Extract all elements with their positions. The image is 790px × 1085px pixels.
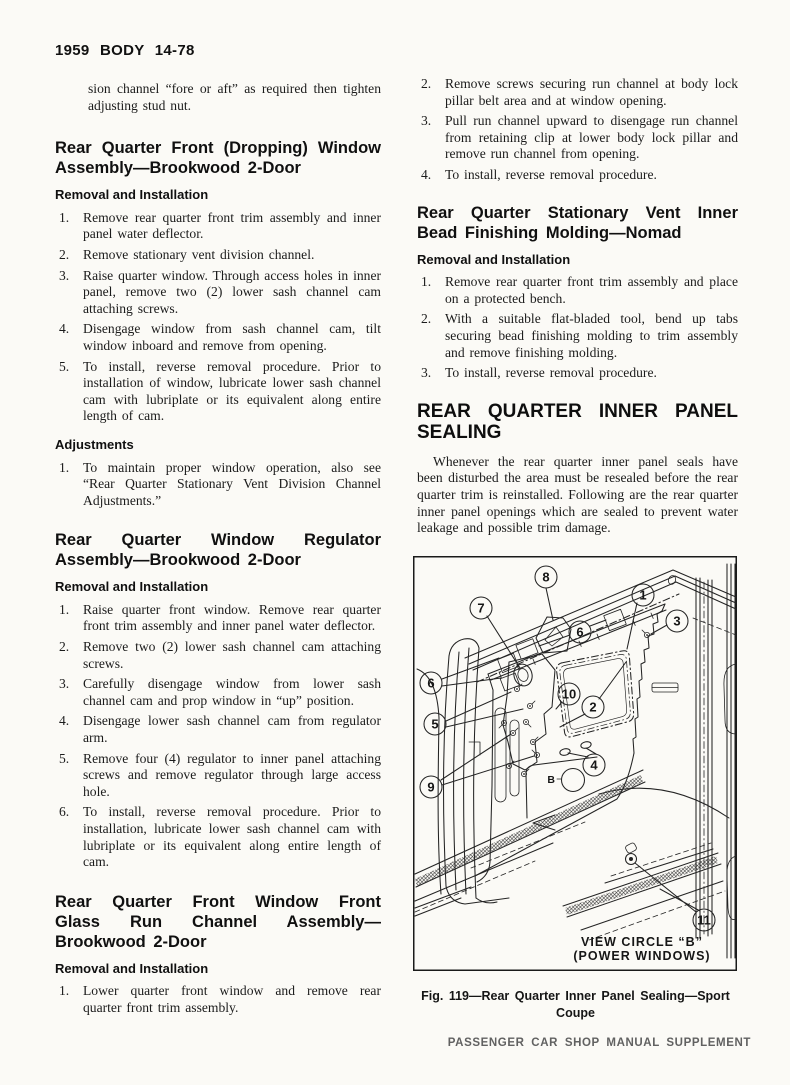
step-text: Remove stationary vent division channel. [83, 246, 315, 262]
step-number: 5. [59, 750, 70, 766]
svg-text:11: 11 [697, 912, 711, 928]
left-column [55, 81, 381, 1021]
step-item [55, 247, 381, 264]
callout-6-left [420, 672, 442, 694]
svg-text:6: 6 [427, 675, 435, 691]
step-item [55, 639, 381, 672]
step-number: 1. [59, 601, 70, 617]
step-text: Remove screws securing run channel at body lock pillar belt area and at window opening. [445, 76, 738, 108]
svg-text:VIEW CIRCLE “B”: VIEW CIRCLE “B” [581, 934, 703, 949]
step-text: To maintain proper window operation, also see “Rear Quarter Stationary Vent Division Channel Adjustments.” [83, 459, 381, 508]
step-text: Raise quarter window. Through access holes in inner panel, remove two (2) lower sash channel cam attaching screws. [83, 267, 381, 316]
step-number: 3. [421, 365, 432, 381]
svg-text:7: 7 [477, 600, 485, 616]
callout-8 [535, 566, 557, 588]
step-number: 4. [421, 166, 432, 182]
circle-b-label: B [547, 773, 555, 786]
subheading-removal-installation: Removal and Installation [55, 579, 209, 595]
step-item [55, 210, 381, 243]
step-number: 3. [421, 113, 432, 129]
subheading-adjustments: Adjustments [55, 436, 134, 452]
figure-caption: Fig. 119—Rear Quarter Inner Panel Sealing—Sport Coupe [421, 989, 730, 1020]
step-item [55, 751, 381, 801]
callout-9 [420, 776, 442, 798]
intro-paragraph: sion channel “fore or aft” as required then tighten adjusting stud nut. [88, 81, 381, 113]
step-number: 5. [59, 358, 70, 374]
step-text: Disengage window from sash channel cam, tilt window inboard and remove from opening. [83, 321, 381, 353]
step-number: 6. [59, 804, 70, 820]
svg-text:9: 9 [427, 779, 435, 795]
svg-text:8: 8 [542, 569, 550, 585]
callout-7 [470, 597, 492, 619]
step-item [55, 268, 381, 318]
step-text: Remove four (4) regulator to inner panel attaching screws and remove regulator through large access hole. [83, 750, 381, 799]
roof-rail-lines [465, 570, 736, 682]
callout-4 [583, 754, 605, 776]
figure-119 [413, 556, 738, 1022]
step-text: To install, reverse removal procedure. [445, 166, 657, 182]
step-item [55, 713, 381, 746]
section-heading-window-regulator: Rear Quarter Window Regulator Assembly—Brookwood 2-Door [55, 531, 381, 570]
step-text: Remove rear quarter front trim assembly and inner panel water deflector. [83, 209, 381, 242]
svg-text:6: 6 [576, 624, 584, 640]
callout-5 [424, 713, 446, 735]
svg-text:4: 4 [590, 757, 598, 773]
step-list [55, 602, 381, 871]
sealing-paragraph: Whenever the rear quarter inner panel seals have been disturbed the area must be resealed before the rear quarter trim is reinstalled. Following are the rear quarter inner panel openings which are sealed to prevent water leakage and possible trim damage. [417, 453, 738, 536]
vent-hole-seals [498, 609, 627, 691]
panel-slots [495, 708, 519, 802]
right-column [417, 76, 738, 1021]
step-item [417, 311, 738, 361]
figure-119-drawing [413, 556, 737, 971]
step-number: 2. [421, 76, 432, 91]
step-item [55, 602, 381, 635]
callout-3 [666, 610, 688, 632]
step-list [417, 76, 738, 184]
step-text: Raise quarter front window. Remove rear quarter front trim assembly and inner panel water deflector. [83, 601, 381, 634]
circle-b-marker [547, 768, 584, 791]
section-heading-dropping-window: Rear Quarter Front (Dropping) Window Assembly—Brookwood 2-Door [55, 139, 381, 178]
step-item [417, 113, 738, 163]
step-number: 2. [421, 311, 432, 327]
step-item [417, 167, 738, 184]
step-text: Remove rear quarter front trim assembly and place on a protected bench. [445, 274, 738, 306]
step-text: To install, reverse removal procedure. Prior to installation of window, lubricate lower sash channel cam with lubriplate or its equivalent along entire length of cam. [83, 358, 381, 424]
subheading-removal-installation: Removal and Installation [417, 251, 571, 267]
step-number: 1. [421, 274, 432, 290]
step-text: Disengage lower sash channel cam from regulator arm. [83, 713, 381, 746]
page-footer: PASSENGER CAR SHOP MANUAL SUPPLEMENT [447, 1037, 751, 1049]
callout-6-right [569, 621, 591, 643]
step-item [55, 983, 381, 1016]
section-heading-glass-run-channel: Rear Quarter Front Window Front Glass Run Channel Assembly—Brookwood 2-Door [55, 892, 381, 951]
step-text: With a suitable flat-bladed tool, bend up tabs securing bead finishing molding to trim assembly and remove finishing molding. [445, 311, 738, 360]
step-number: 3. [59, 676, 70, 692]
step-text: To install, reverse removal procedure. [445, 365, 657, 381]
step-number: 2. [59, 246, 70, 262]
step-number: 1. [59, 983, 70, 999]
step-item [417, 365, 738, 382]
step-number: 4. [59, 321, 70, 337]
svg-text:(POWER WINDOWS): (POWER WINDOWS) [573, 948, 711, 963]
step-item [55, 460, 381, 510]
callout-10 [558, 683, 580, 705]
svg-text:5: 5 [431, 716, 439, 732]
subheading-removal-installation: Removal and Installation [55, 960, 209, 976]
subheading-removal-installation: Removal and Installation [55, 187, 209, 203]
step-list [417, 274, 738, 382]
step-text: Carefully disengage window from lower sash channel cam and prop window in “up” position. [83, 676, 381, 708]
section-heading-vent-bead-molding: Rear Quarter Stationary Vent Inner Bead Finishing Molding—Nomad [417, 203, 738, 242]
step-text: Remove two (2) lower sash channel cam attaching screws. [83, 639, 381, 671]
step-number: 2. [59, 639, 70, 655]
step-text: Lower quarter front window and remove rear quarter front trim assembly. [83, 983, 381, 1015]
step-list [55, 210, 381, 425]
step-list [55, 460, 381, 510]
step-item [55, 321, 381, 354]
callout-2 [582, 696, 604, 718]
step-item [417, 274, 738, 307]
svg-text:2: 2 [589, 699, 597, 715]
step-text: To install, reverse removal procedure. Prior to installation, lubricate lower sash channel cam with lubriplate or its equivalent along entire length of cam. [83, 804, 381, 870]
step-item [55, 359, 381, 425]
step-item [417, 76, 738, 109]
step-number: 4. [59, 713, 70, 729]
svg-text:10: 10 [561, 686, 577, 702]
view-b-label [573, 935, 710, 963]
step-number: 3. [59, 267, 70, 283]
callout-1 [632, 584, 654, 606]
step-list [55, 983, 381, 1016]
step-item [55, 804, 381, 870]
step-number: 1. [59, 209, 70, 225]
belt-bracket [652, 683, 678, 692]
step-item [55, 676, 381, 709]
svg-text:1: 1 [639, 587, 647, 603]
svg-text:3: 3 [673, 613, 681, 629]
page-header: 1959 BODY 14-78 [55, 42, 195, 59]
section-heading-inner-panel-sealing: REAR QUARTER INNER PANEL SEALING [417, 400, 738, 443]
step-number: 1. [59, 459, 70, 475]
step-text: Pull run channel upward to disengage run channel from retaining clip at lower body lock pillar and remove run channel from opening. [445, 113, 738, 162]
